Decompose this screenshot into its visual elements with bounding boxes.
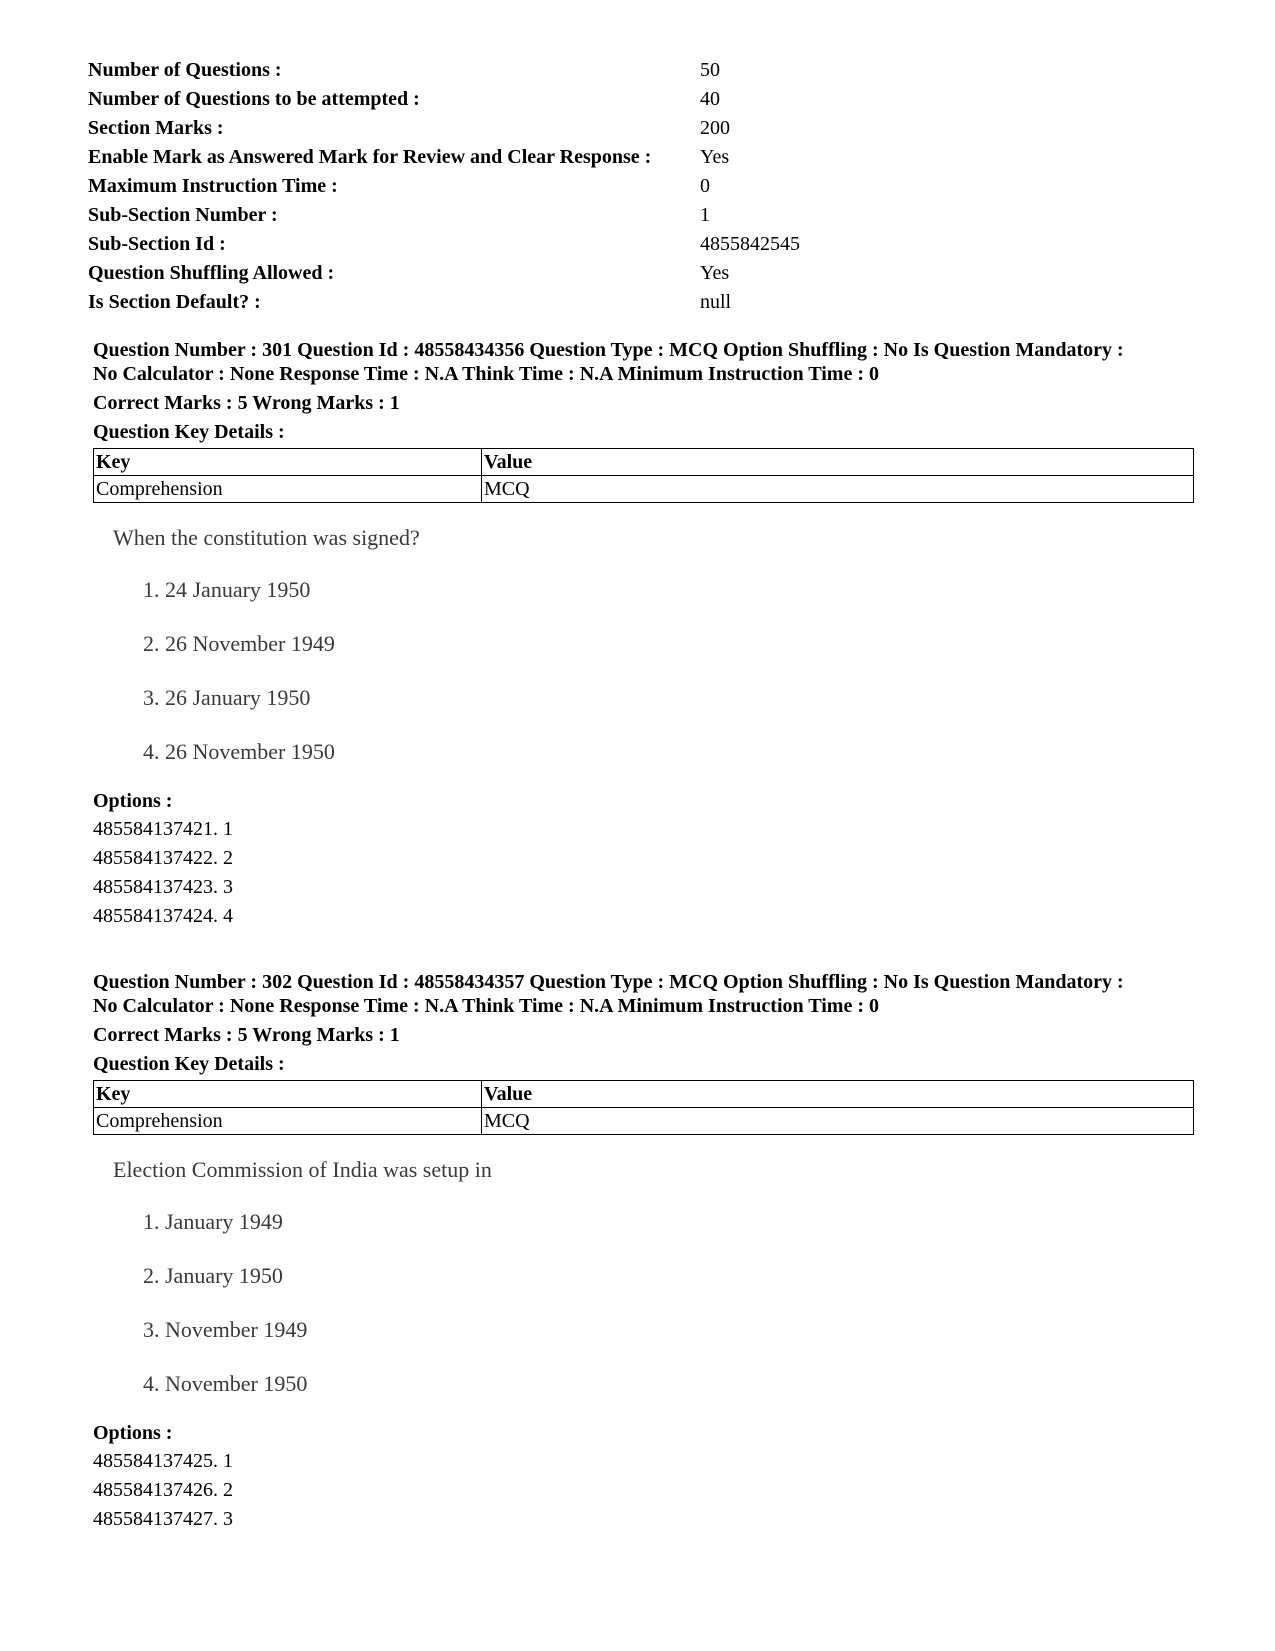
option-line: 485584137427. 3 <box>93 1508 233 1530</box>
info-label: Number of Questions to be attempted : <box>88 88 420 110</box>
section-info-row <box>88 230 800 259</box>
info-label: Maximum Instruction Time : <box>88 175 338 197</box>
section-info-row <box>88 56 800 85</box>
info-value: null <box>700 291 732 313</box>
info-value: 1 <box>700 204 710 226</box>
value-cell: MCQ <box>482 1108 1194 1135</box>
option-line: 485584137422. 2 <box>93 847 233 869</box>
value-cell: MCQ <box>482 476 1194 503</box>
info-label: Question Shuffling Allowed : <box>88 262 335 284</box>
question-block <box>93 338 1193 931</box>
question-choice: 1. January 1949 <box>143 1209 283 1234</box>
info-value: Yes <box>700 146 730 168</box>
option-line: 485584137425. 1 <box>93 1450 233 1472</box>
key-cell: Comprehension <box>94 1108 482 1135</box>
question-key-details-label: Question Key Details : <box>93 1053 285 1075</box>
question-image <box>113 523 1193 767</box>
section-info-row <box>88 114 800 143</box>
key-table-row <box>94 476 1194 503</box>
question-meta-line: No Calculator : None Response Time : N.A Think Time : N.A Minimum Instruction Time : 0 <box>93 995 879 1017</box>
info-label: Enable Mark as Answered Mark for Review and Clear Response : <box>88 146 652 168</box>
key-table-header <box>94 449 1194 476</box>
question-meta-line: Question Number : 301 Question Id : 48558434356 Question Type : MCQ Option Shuffling : No Is Question Mandatory : <box>93 339 1124 361</box>
section-info-row <box>88 259 800 288</box>
options-label: Options : <box>93 790 173 812</box>
question-text: When the constitution was signed? <box>113 525 420 550</box>
section-info-row <box>88 201 800 230</box>
info-label: Number of Questions : <box>88 59 282 81</box>
question-marks: Correct Marks : 5 Wrong Marks : 1 <box>93 392 400 414</box>
question-image <box>113 1155 1193 1399</box>
question-block <box>93 970 1193 1534</box>
question-choice: 4. November 1950 <box>143 1371 308 1396</box>
value-header-cell: Value <box>482 1081 1194 1108</box>
key-table-row <box>94 1108 1194 1135</box>
question-key-table <box>93 1080 1194 1135</box>
info-value: 200 <box>700 117 730 139</box>
question-choice: 2. 26 November 1949 <box>143 631 335 656</box>
question-key-table <box>93 448 1194 503</box>
question-meta-line: Question Number : 302 Question Id : 48558434357 Question Type : MCQ Option Shuffling : No Is Question Mandatory : <box>93 971 1124 993</box>
info-value: 4855842545 <box>700 233 800 255</box>
option-line: 485584137421. 1 <box>93 818 233 840</box>
key-table-header <box>94 1081 1194 1108</box>
question-text: Election Commission of India was setup in <box>113 1157 492 1182</box>
info-value: 50 <box>700 59 720 81</box>
section-info-row <box>88 143 800 172</box>
options-label: Options : <box>93 1422 173 1444</box>
section-info-row <box>88 288 800 317</box>
question-choice: 3. November 1949 <box>143 1317 308 1342</box>
info-value: Yes <box>700 262 730 284</box>
value-header-cell: Value <box>482 449 1194 476</box>
option-line: 485584137424. 4 <box>93 905 233 927</box>
option-line: 485584137423. 3 <box>93 876 233 898</box>
key-header-cell: Key <box>94 1081 482 1108</box>
question-choice: 1. 24 January 1950 <box>143 577 311 602</box>
question-marks: Correct Marks : 5 Wrong Marks : 1 <box>93 1024 400 1046</box>
info-value: 40 <box>700 88 720 110</box>
question-choice: 3. 26 January 1950 <box>143 685 311 710</box>
info-label: Is Section Default? : <box>88 291 261 313</box>
section-info-row <box>88 172 800 201</box>
info-label: Section Marks : <box>88 117 224 139</box>
key-cell: Comprehension <box>94 476 482 503</box>
question-choice: 4. 26 November 1950 <box>143 739 335 764</box>
info-label: Sub-Section Id : <box>88 233 226 255</box>
section-info-row <box>88 85 800 114</box>
question-choice: 2. January 1950 <box>143 1263 283 1288</box>
key-header-cell: Key <box>94 449 482 476</box>
section-info-table <box>88 56 800 317</box>
option-line: 485584137426. 2 <box>93 1479 233 1501</box>
question-meta-line: No Calculator : None Response Time : N.A Think Time : N.A Minimum Instruction Time : 0 <box>93 363 879 385</box>
info-label: Sub-Section Number : <box>88 204 278 226</box>
question-key-details-label: Question Key Details : <box>93 421 285 443</box>
info-value: 0 <box>700 175 710 197</box>
